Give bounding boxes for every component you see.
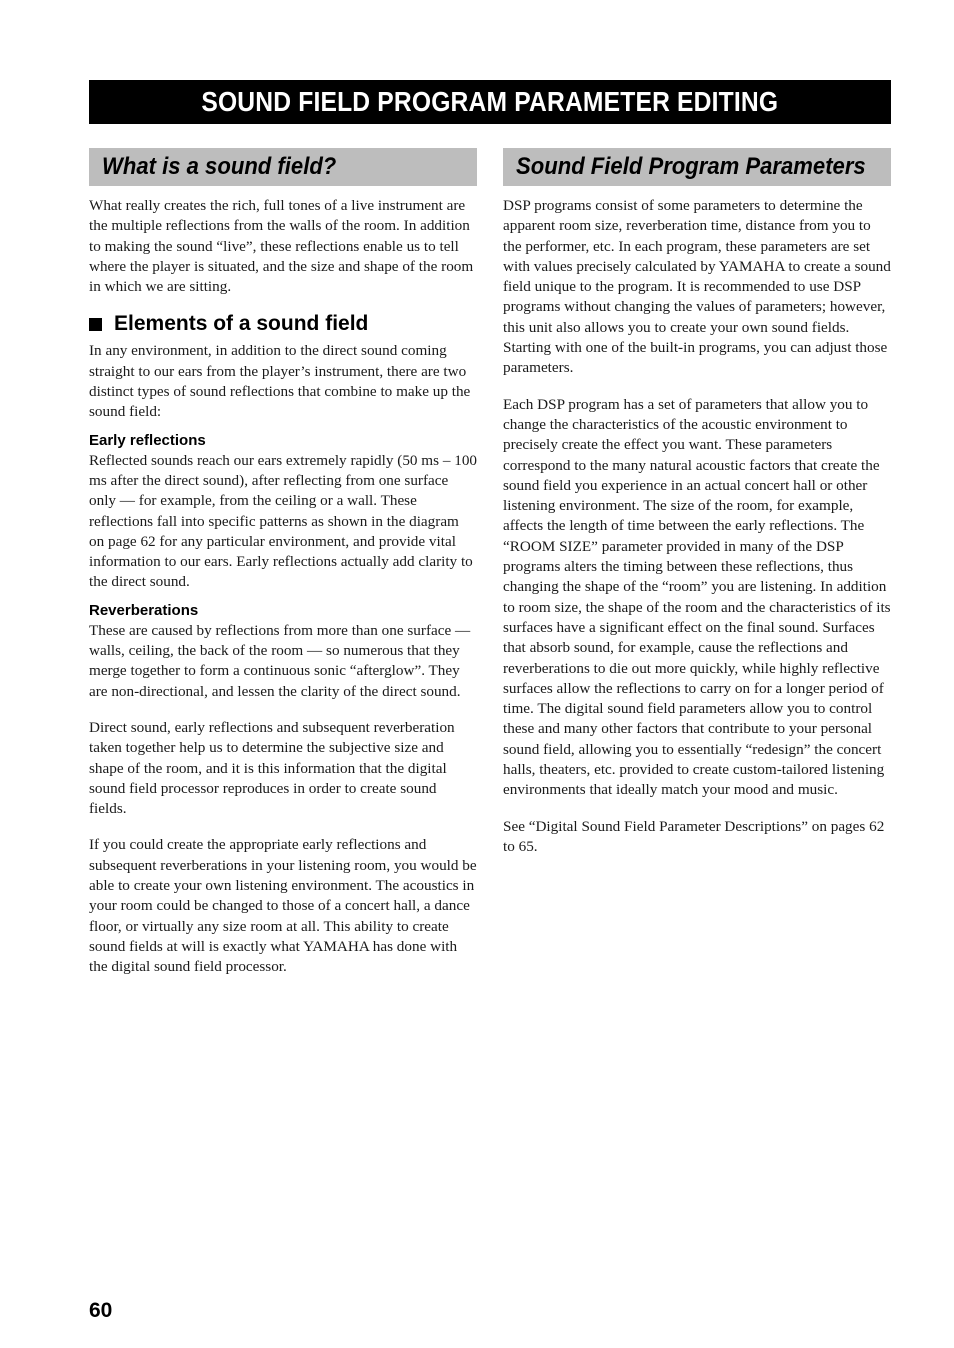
subheading-label: Elements of a sound field — [114, 312, 369, 336]
left-column — [89, 148, 477, 978]
page-title-bar — [89, 80, 891, 124]
early-reflections-title: Early reflections — [89, 431, 206, 449]
section-heading: What is a sound field? — [102, 153, 337, 180]
square-bullet-icon — [89, 318, 102, 331]
page-title: SOUND FIELD PROGRAM PARAMETER EDITING — [201, 86, 779, 117]
reverberations-paragraph: These are caused by reflections from more than one surface — walls, ceiling, the back of the room — so numerous that they merge together to form a continuous sonic “afterglow”. They are non-directional, and lessen the clarity of the direct sound. — [89, 621, 471, 700]
paragraph-1: DSP programs consist of some parameters to determine the apparent room size, reverberation time, distance from you to the performer, etc. In each program, these parameters are set with values precisely calculated by YAMAHA to create a sound field unique to the program. It is recommended to use DSP programs without changing the values of parameters; however, this unit also allows you to create your own sound fields. Starting with one of the built-in programs, you can adjust those parameters. — [503, 197, 891, 377]
intro-paragraph: What really creates the rich, full tones of a live instrument are the multiple reflections from the walls of the room. In addition to making the sound “live”, these reflections enable us to tell where the player is situated, and the size and shape of the room in which we are sitting. — [89, 197, 474, 296]
right-column — [503, 148, 891, 857]
section-heading: Sound Field Program Parameters — [516, 153, 866, 180]
closing-paragraph: If you could create the appropriate early reflections and subsequent reverberations in your listening room, you would be able to create your own listening environment. The acoustics in your room could be changed to those of a concert hall, a dance floor, or virtually any size room at all. This ability to create sound fields at will is exactly what YAMAHA has done with the digital sound field processor. — [89, 836, 477, 976]
early-reflections-paragraph: Reflected sounds reach our ears extremely rapidly (50 ms – 100 ms after the direct sound), after reflecting from one surface only — for example, from the ceiling or a wall. These reflections fall into specific patterns as shown in the diagram on page 62 for any particular environment, and provide vital information to our ears. Early reflections actually add clarity to the direct sound. — [89, 451, 478, 591]
page-number: 60 — [89, 1299, 113, 1322]
reverberations-title: Reverberations — [89, 601, 199, 619]
direct-sound-paragraph: Direct sound, early reflections and subsequent reverberation taken together help us to determine the subjective size and shape of the room, and it is this information that the digital sound field processor reproduces in order to create sound fields. — [89, 718, 455, 818]
section-heading-bar — [503, 148, 891, 186]
section-heading-bar — [89, 148, 477, 186]
elements-paragraph: In any environment, in addition to the direct sound coming straight to our ears from the player’s instrument, there are two distinct types of sound reflections that combine to make up the sound field: — [89, 342, 471, 421]
paragraph-3: See “Digital Sound Field Parameter Descriptions” on pages 62 to 65. — [503, 817, 885, 855]
paragraph-2: Each DSP program has a set of parameters that allow you to change the characteristics of the acoustic environment to precisely create the effect you want. These parameters correspond to the many natural acoustic factors that create the sound field you experience in an actual concert hall or other listening environment. The size of the room, for example, affects the length of time between the early reflections. The “ROOM SIZE” parameter provided in many of the DSP programs alters the timing between these reflections, thus changing the shape of the “room” you are listening. In addition to room size, the shape of the room and the characteristics of its surfaces have a significant effect on the final sound. Surfaces that absorb sound, for example, cause the reflections and reverberations to die out more quickly, while highly reflective surfaces allow the reflections to carry on for a longer period of time. The digital sound field parameters allow you to control these and many other factors that contribute to your personal sound field, allowing you to essentially “redesign” the concert halls, theaters, etc. provided to create custom-tailored listening environments that ideally match your mood and music. — [503, 395, 891, 799]
subheading — [89, 312, 477, 336]
